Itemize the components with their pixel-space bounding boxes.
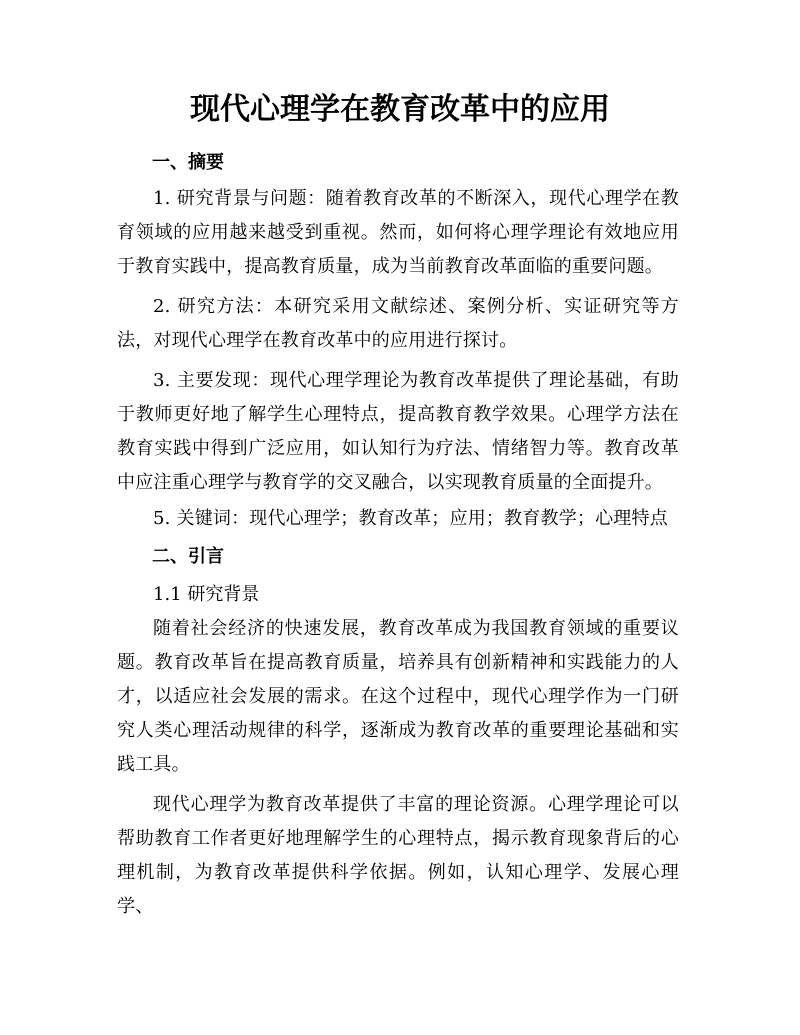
abstract-paragraph-2: 2. 研究方法：本研究采用文献综述、案例分析、实证研究等方法，对现代心理学在教育改革中的应用进行探讨。 xyxy=(117,296,679,351)
document-title: 现代心理学在教育改革中的应用 xyxy=(190,92,610,127)
section-heading-abstract: 一、摘要 xyxy=(152,152,224,173)
abstract-paragraph-keywords: 5. 关键词：现代心理学；教育改革；应用；教育教学；心理特点 xyxy=(153,508,668,529)
intro-paragraph-2: 现代心理学为教育改革提供了丰富的理论资源。心理学理论可以帮助教育工作者更好地理解学生的心理特点，揭示教育现象背后的心理机制，为教育改革提供科学依据。例如，认知心理学、发展心理学、 xyxy=(117,794,679,917)
abstract-paragraph-1: 1. 研究背景与问题：随着教育改革的不断深入，现代心理学在教育领域的应用越来越受到重视。然而，如何将心理学理论有效地应用于教育实践中，提高教育质量，成为当前教育改革面临的重要问题。 xyxy=(117,188,679,277)
subsection-heading-background: 1.1 研究背景 xyxy=(153,584,260,605)
section-heading-intro: 二、引言 xyxy=(152,546,224,567)
abstract-paragraph-3: 3. 主要发现：现代心理学理论为教育改革提供了理论基础，有助于教师更好地了解学生心理特点，提高教育教学效果。心理学方法在教育实践中得到广泛应用，如认知行为疗法、情绪智力等。教育改革中应注重心理学与教育学的交叉融合，以实现教育质量的全面提升。 xyxy=(117,370,679,493)
intro-paragraph-1: 随着社会经济的快速发展，教育改革成为我国教育领域的重要议题。教育改革旨在提高教育质量，培养具有创新精神和实践能力的人才，以适应社会发展的需求。在这个过程中，现代心理学作为一门研究人类心理活动规律的科学，逐渐成为教育改革的重要理论基础和实践工具。 xyxy=(117,618,679,775)
